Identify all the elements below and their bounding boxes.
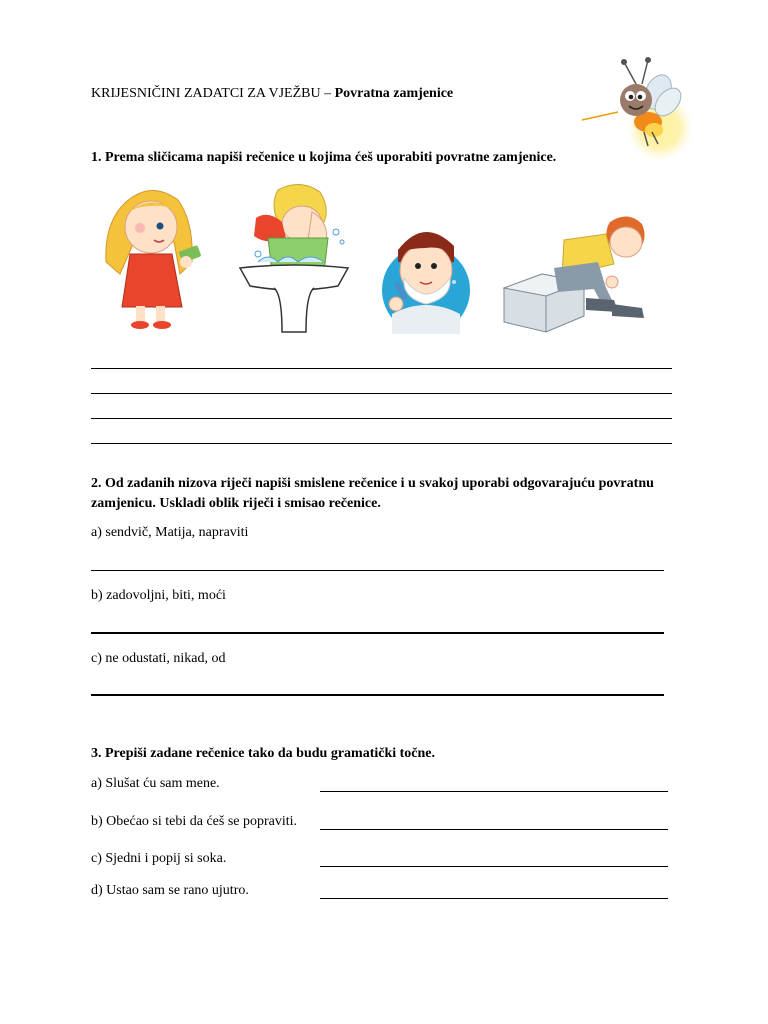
page-title (91, 86, 453, 102)
task-3-item-d: d) Ustao sam se rano ujutro. (91, 883, 249, 898)
task-2-item-c: c) ne odustati, nikad, od (91, 651, 226, 666)
task-2-item-b: b) zadovoljni, biti, moći (91, 588, 226, 603)
answer-line-1-3[interactable] (91, 418, 672, 419)
answer-line-1-1[interactable] (91, 368, 672, 369)
answer-line-3-c[interactable] (320, 866, 668, 867)
firefly-mascot-icon (578, 50, 698, 160)
answer-line-3-b[interactable] (320, 829, 668, 830)
man-shaving-illustration (374, 222, 474, 334)
task-3-heading: 3. Prepiši zadane rečenice tako da budu gramatički točne. (91, 746, 436, 761)
answer-line-1-4[interactable] (91, 443, 672, 444)
boy-washing-face-illustration (238, 182, 350, 342)
task-1-heading: 1. Prema sličicama napiši rečenice u kojima ćeš uporabiti povratne zamjenice. (91, 150, 557, 165)
answer-line-3-d[interactable] (320, 898, 668, 899)
task-3-item-a: a) Slušat ću sam mene. (91, 776, 220, 791)
answer-line-2-a[interactable] (91, 570, 664, 571)
task-2-heading: 2. Od zadanih nizova riječi napiši smislene rečenice i u svakoj uporabi odgovarajuću povratnu zamjenicu. Uskladi oblik riječi i smisao rečenice. (91, 476, 654, 511)
task-3-item-c: c) Sjedni i popij si soka. (91, 851, 227, 866)
answer-line-2-c[interactable] (91, 694, 664, 696)
task-3-item-b: b) Obećao si tebi da ćeš se popraviti. (91, 814, 298, 829)
task-2-item-a: a) sendvič, Matija, napraviti (91, 525, 249, 540)
girl-combing-hair-illustration (96, 182, 206, 332)
answer-line-3-a[interactable] (320, 791, 668, 792)
answer-line-1-2[interactable] (91, 393, 672, 394)
boy-tying-shoelaces-illustration (502, 212, 652, 334)
title-text: KRIJESNIČINI ZADATCI ZA VJEŽBU – (91, 86, 335, 101)
title-topic: Povratna zamjenice (334, 86, 454, 101)
answer-line-2-b[interactable] (91, 632, 664, 634)
